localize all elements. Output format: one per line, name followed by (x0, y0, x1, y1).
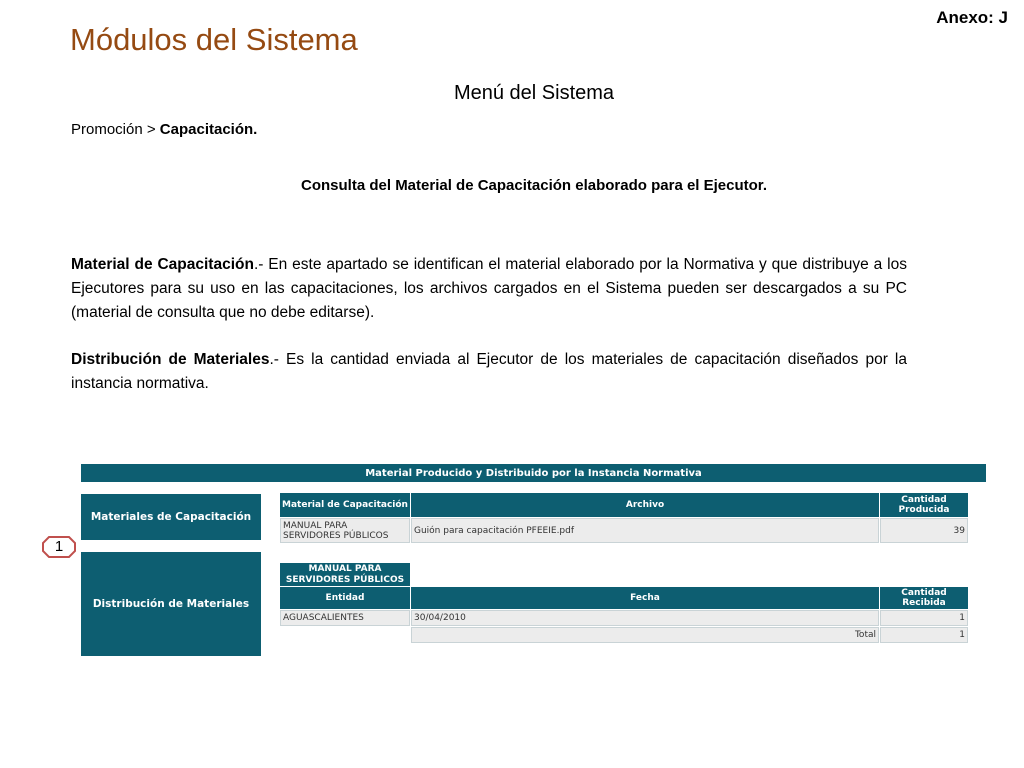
paragraph-text: .- En este apartado se identifican el material elaborado por la Normativa y que distribuye a los Ejecutores para su uso en las capacitaciones, los archivos cargados en el Sistema pueden ser descargados a su PC (material de consulta que no debe editarse). (71, 256, 907, 321)
column-header: Fecha (411, 587, 879, 609)
screen-banner: Material Producido y Distribuido por la Instancia Normativa (81, 464, 986, 482)
table-header-row (280, 493, 968, 517)
materials-table (279, 492, 969, 544)
column-header: Cantidad Producida (880, 493, 968, 517)
paragraph-material (71, 253, 907, 325)
entity-cell: AGUASCALIENTES (280, 610, 410, 626)
callout-marker (42, 536, 76, 558)
paragraph-term: Distribución de Materiales (71, 351, 270, 368)
file-link[interactable]: Guión para capacitación PFEEIE.pdf (411, 518, 879, 543)
column-header: Entidad (280, 587, 410, 609)
table-row (280, 610, 968, 626)
page-title: Módulos del Sistema (70, 22, 358, 57)
quantity-cell: 1 (880, 610, 968, 626)
total-label: Total (411, 627, 879, 643)
breadcrumb (71, 121, 257, 138)
table-header-row (280, 587, 968, 609)
total-row (280, 627, 968, 643)
paragraph-term: Material de Capacitación (71, 256, 254, 273)
paragraph-distribution (71, 348, 907, 396)
callout-number: 1 (54, 538, 64, 555)
section-subtitle: Consulta del Material de Capacitación elaborado para el Ejecutor. (301, 177, 767, 194)
quantity-cell: 39 (880, 518, 968, 543)
total-blank-cell (280, 627, 410, 643)
breadcrumb-current: Capacitación. (159, 121, 258, 138)
column-header: Archivo (411, 493, 879, 517)
paragraph-text: .- Es la cantidad enviada al Ejecutor de los materiales de capacitación diseñados por la instancia normativa. (71, 351, 907, 392)
column-header: Cantidad Recibida (880, 587, 968, 609)
distribution-group-header: MANUAL PARA SERVIDORES PÚBLICOS (280, 563, 410, 587)
side-tab-distribution[interactable]: Distribución de Materiales (81, 552, 261, 656)
total-value: 1 (880, 627, 968, 643)
breadcrumb-parent: Promoción > (71, 121, 160, 138)
distribution-table (279, 586, 969, 644)
material-cell: MANUAL PARA SERVIDORES PÚBLICOS (280, 518, 410, 543)
column-header: Material de Capacitación (280, 493, 410, 517)
date-cell: 30/04/2010 (411, 610, 879, 626)
menu-title: Menú del Sistema (453, 82, 615, 104)
annex-label: Anexo: J (936, 8, 1008, 27)
table-row (280, 518, 968, 543)
side-tab-materials[interactable]: Materiales de Capacitación (81, 494, 261, 540)
